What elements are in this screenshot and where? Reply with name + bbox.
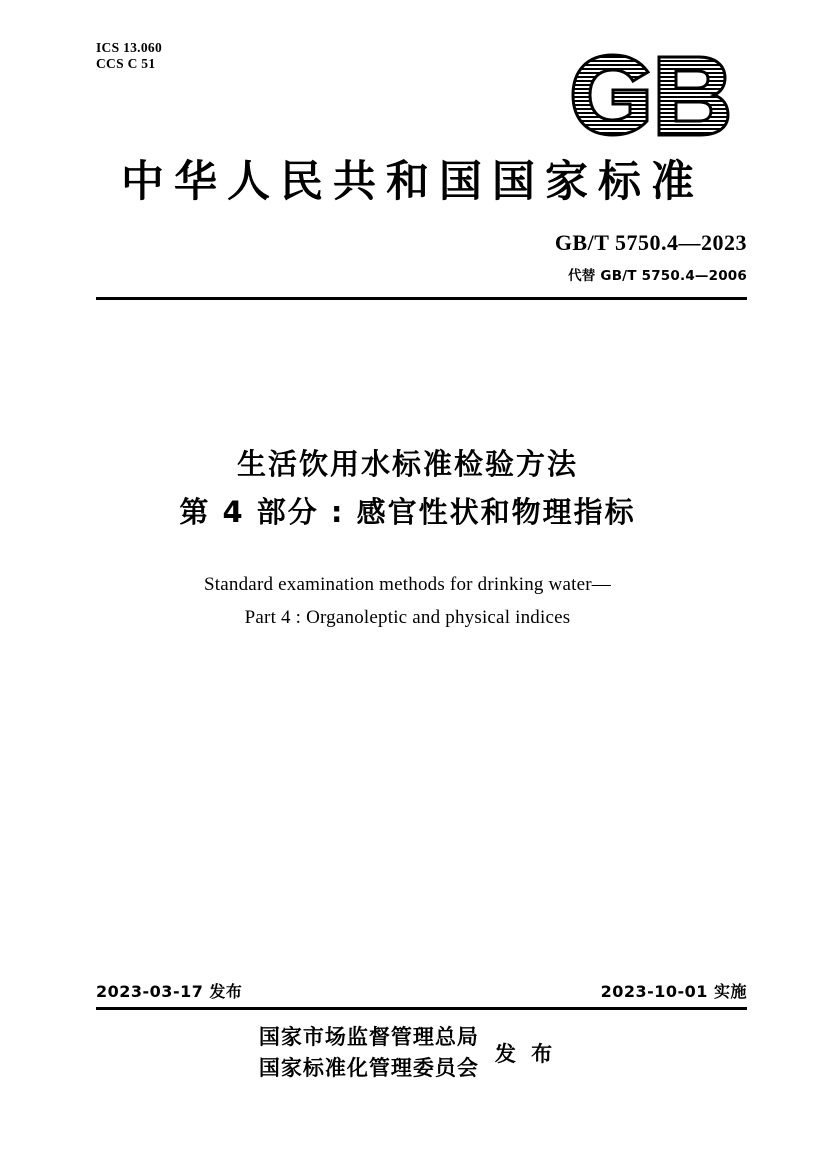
- ics-classification-block: [96, 40, 162, 72]
- issuer-line-1: 国家市场监督管理总局: [258, 1025, 479, 1049]
- divider-top: [96, 297, 747, 300]
- document-title-en-line-1: Standard examination methods for drinking water—: [204, 574, 611, 595]
- divider-bottom: [96, 1007, 747, 1010]
- ics-code: ICS 13.060: [96, 40, 163, 55]
- document-title: [0, 440, 815, 536]
- document-title-english: [0, 568, 815, 634]
- replaces-standard: 代替 GB/T 5750.4—2006: [568, 268, 747, 284]
- document-title-line-2: 第 4 部分 : 感官性状和物理指标: [179, 495, 636, 529]
- issuer-block: [0, 1022, 815, 1084]
- gb-logo-icon: [567, 52, 747, 138]
- publication-date: 2023-03-17 发布: [96, 982, 243, 1001]
- implementation-date: 2023-10-01 实施: [600, 982, 747, 1001]
- standard-number: GB/T 5750.4—2023: [554, 230, 747, 255]
- document-title-line-1: 生活饮用水标准检验方法: [236, 447, 578, 481]
- ccs-code: CCS C 51: [96, 56, 156, 71]
- issuer-names: [259, 1022, 479, 1084]
- issuer-verb: 发 布: [494, 1042, 557, 1066]
- standard-number-block: [555, 230, 747, 284]
- issuer-line-2: 国家标准化管理委员会: [258, 1056, 479, 1080]
- document-title-en-line-2: Part 4 : Organoleptic and physical indices: [244, 607, 571, 628]
- page-title: 中华人民共和国国家标准: [121, 157, 704, 207]
